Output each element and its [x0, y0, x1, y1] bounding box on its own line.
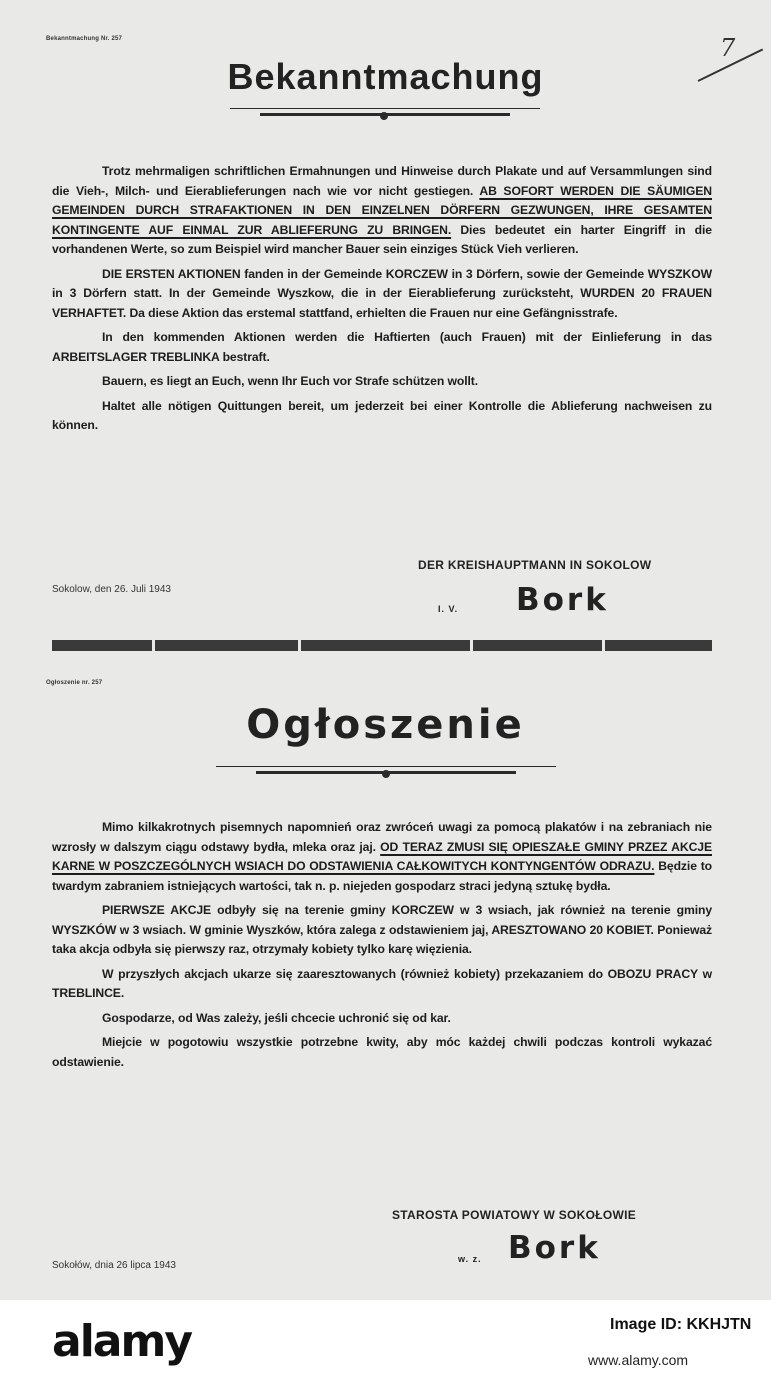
polish-notice-number: Ogłoszenie nr. 257: [46, 680, 103, 686]
polish-place-date: Sokołów, dnia 26 lipca 1943: [52, 1260, 176, 1271]
polish-body: [52, 818, 712, 1077]
german-signer-title: DER KREISHAUPTMANN IN SOKOLOW: [418, 558, 652, 572]
polish-paragraph-2: PIERWSZE AKCJE odbyły się na terenie gminy KORCZEW w 3 wsiach, jak również na terenie gminy WYSZKÓW w 3 wsiach. W gminie Wyszków, która zalega z odstawieniem jaj, ARESZTOWANO 20 KOBIET. Ponieważ taka akcja odbyła się pierwszy raz, otrzymały kobiety tylko karę więzienia.: [52, 903, 712, 956]
german-p1-emphasis: AB SOFORT WERDEN DIE SÄUMIGEN GEMEINDEN DURCH STRAFAKTIONEN IN DEN EINZELNEN DÖRFERN GEZWUNGEN, IHRE GESAMTEN KONTINGENTE AUF EINMAL ZUR ABLIEFERUNG ZU BRINGEN.: [52, 183, 712, 237]
section-divider: [52, 640, 712, 651]
german-body: [52, 162, 712, 441]
polish-paragraph-1: [52, 818, 712, 896]
polish-paragraph-5: Miejcie w pogotowiu wszystkie potrzebne kwity, aby móc każdej chwili podczas kontroli wykazać odstawienie.: [52, 1035, 712, 1069]
german-paragraph-2: DIE ERSTEN AKTIONEN fanden in der Gemeinde KORCZEW in 3 Dörfern, sowie der Gemeinde WYSZKOW in 3 Dörfern statt. In der Gemeinde Wyszkow, die in der Eierablieferung zurücksteht, WURDEN 20 FRAUEN VERHAFTET. Da diese Aktion das erstemal stattfand, erhielten die Frauen nur eine Gefängnisstrafe.: [52, 266, 712, 320]
german-paragraph-5: Haltet alle nötigen Quittungen bereit, um jederzeit bei einer Kontrolle die Ablieferung nachweisen zu können.: [52, 398, 712, 432]
polish-ornament-dot: [382, 770, 390, 778]
german-paragraph-1: [52, 162, 712, 260]
polish-paragraph-3: W przyszłych akcjach ukarze się zaaresztowanych (również kobiety) przekazaniem do OBOZU PRACY w TREBLINCE.: [52, 966, 712, 1000]
polish-ornament-line: [216, 766, 556, 767]
stock-url[interactable]: www.alamy.com: [588, 1352, 689, 1368]
german-iv: I. V.: [438, 604, 459, 614]
german-ornament-dot: [380, 112, 388, 120]
german-notice-number: Bekanntmachung Nr. 257: [46, 36, 123, 42]
alamy-logo: alamy: [52, 1316, 191, 1367]
polish-p1-intro: Mimo kilkakrotnych pisemnych napomnień oraz zwróceń uwagi za pomocą plakatów i na zebraniach nie wzrosły w dalszym ciągu odstawy bydła, mleka oraz jaj.: [52, 820, 712, 854]
polish-title: Ogłoszenie: [246, 702, 525, 748]
german-ornament-line: [230, 108, 540, 109]
polish-paragraph-4: Gospodarze, od Was zależy, jeśli chcecie uchronić się od kar.: [102, 1010, 451, 1025]
german-place-date: Sokolow, den 26. Juli 1943: [52, 584, 171, 595]
german-signer-name: Bork: [516, 582, 609, 618]
polish-p1-rest: Będzie to twardym zabraniem istniejących wartości, tak n. p. niejeden gospodarz straci jedyną sztukę bydła.: [52, 859, 712, 893]
german-title: Bekanntmachung: [227, 56, 544, 97]
image-id: Image ID: KKHJTN: [610, 1316, 752, 1333]
polish-signer-title: STAROSTA POWIATOWY W SOKOŁOWIE: [392, 1208, 637, 1222]
german-p1-intro: Trotz mehrmaligen schriftlichen Ermahnungen und Hinweise durch Plakate und auf Versammlungen sind die Vieh-, Milch- und Eierablieferungen nach wie vor nicht gestiegen.: [52, 164, 712, 198]
polish-signer-name: Bork: [508, 1230, 601, 1266]
german-p1-rest: Dies bedeutet ein harter Eingriff in die vorhandenen Werte, so zum Beispiel wird mancher Bauer sein einziges Stück Vieh verlieren.: [52, 222, 712, 256]
german-paragraph-4: Bauern, es liegt an Euch, wenn Ihr Euch vor Strafe schützen wollt.: [102, 374, 479, 388]
polish-p1-emphasis: OD TERAZ ZMUSI SIĘ OPIESZAŁE GMINY PRZEZ AKCJE KARNE W POSZCZEGÓLNYCH WSIACH DO ODSTAWIENIA CAŁKOWITYCH KONTYNGENTÓW ODRAZU.: [52, 839, 712, 873]
polish-wz: w. z.: [458, 1254, 482, 1264]
german-paragraph-3: In den kommenden Aktionen werden die Haftierten (auch Frauen) mit der Einlieferung in das ARBEITSLAGER TREBLINKA bestraft.: [52, 330, 712, 364]
handwritten-mark: 7: [720, 34, 736, 62]
